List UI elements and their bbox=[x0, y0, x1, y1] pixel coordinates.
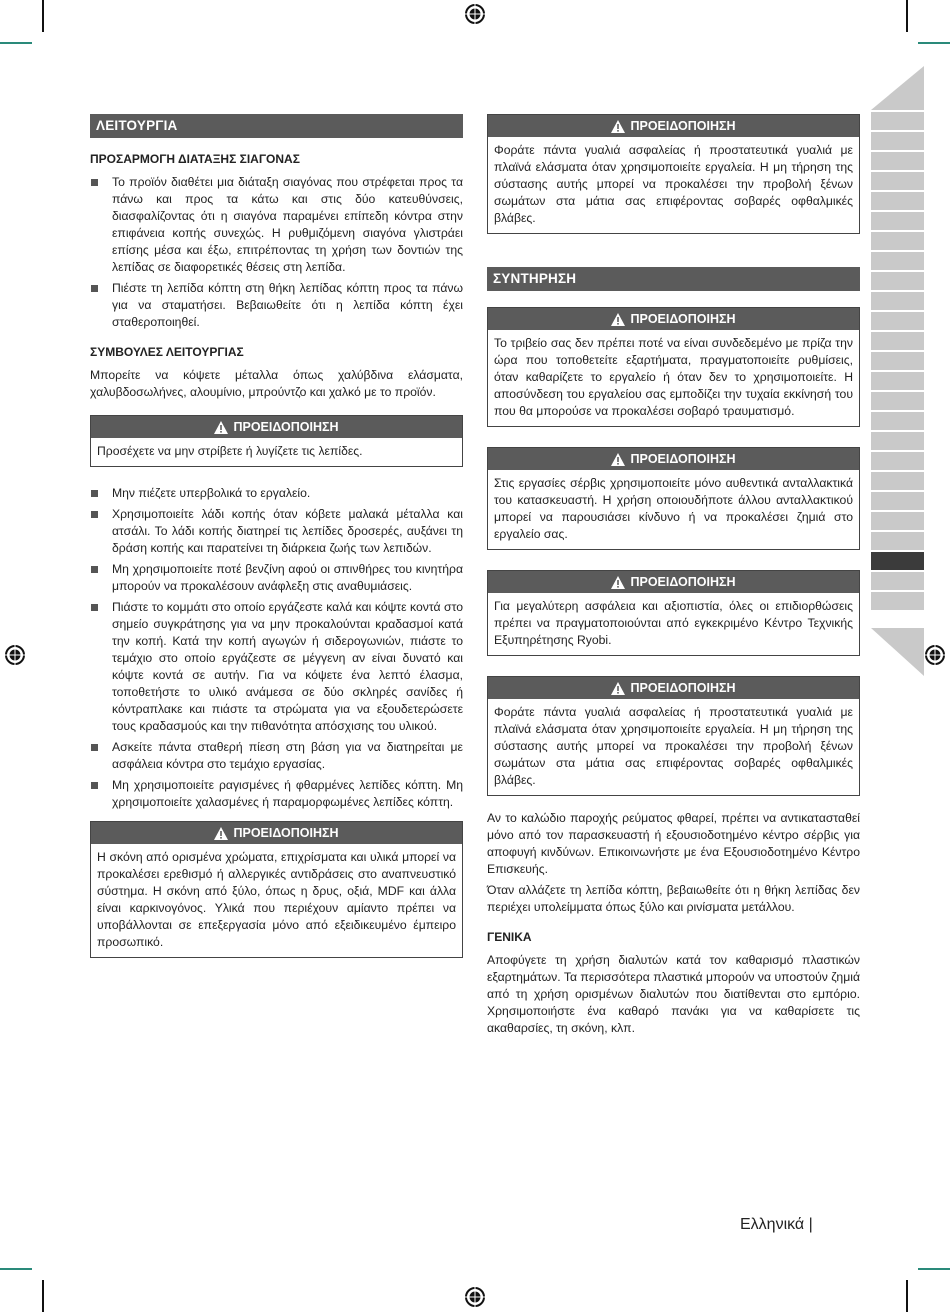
crop-mark bbox=[0, 1268, 32, 1270]
list-item bbox=[90, 561, 463, 595]
list-item bbox=[90, 777, 463, 811]
warning-label: ΠΡΟΕΙΔΟΠΟΙΗΣΗ bbox=[630, 119, 736, 133]
language-tab-strip bbox=[871, 0, 950, 1312]
warning-header bbox=[488, 677, 859, 699]
language-tab bbox=[871, 572, 924, 590]
square-bullet-icon bbox=[91, 744, 98, 751]
section-title-maintenance: ΣΥΝΤΗΡΗΣΗ bbox=[487, 267, 860, 291]
list-item-text: Ασκείτε πάντα σταθερή πίεση στη βάση για να διατηρείται με ασφάλεια κόντρα στο τεμάχιο εργασίας. bbox=[112, 740, 463, 771]
warning-header bbox=[488, 571, 859, 593]
warning-text: Η σκόνη από ορισμένα χρώματα, επιχρίσματα και υλικά μπορεί να προκαλέσει ερεθισμό ή αλλεργικές αντιδράσεις στο αναπνευστικό σύστημα. Η σκόνη από ξύλο, όπως η δρυς, οξιά, MDF και άλλα είναι καρκινογόνος. Υλικά που περιέχουν αμίαντο πρέπει να υποβάλλονται σε επεξεργασία μόνο από εξειδικευμένο έμπειρο προσωπικό. bbox=[97, 850, 456, 949]
square-bullet-icon bbox=[91, 566, 98, 573]
language-tab bbox=[871, 592, 924, 610]
warning-box bbox=[487, 447, 860, 550]
language-tab bbox=[871, 432, 924, 450]
tab-strip-bottom-triangle bbox=[871, 628, 924, 676]
warning-triangle-icon bbox=[611, 313, 625, 326]
warning-text: Το τριβείο σας δεν πρέπει ποτέ να είναι συνδεδεμένο με πρίζα την ώρα που τοποθετείτε εξαρτήματα, πραγματοποιείτε ρυθμίσεις, όταν καθαρίζετε το εργαλείο ή όταν δεν το χρησιμοποιείτε. Η αποσύνδεση του εργαλείου σας εμποδίζει την τυχαία εκκίνησή του που θα μπορούσε να προκαλέσει σοβαρό τραυματισμό. bbox=[494, 336, 853, 418]
list-item bbox=[90, 280, 463, 331]
registration-mark-icon bbox=[4, 644, 26, 666]
warning-box bbox=[487, 676, 860, 796]
warning-box bbox=[90, 821, 463, 958]
list-item-text: Μη χρησιμοποιείτε ραγισμένες ή φθαρμένες λεπίδες κόπτη. Μη χρησιμοποιείτε χαλασμένες ή παραμορφωμένες λεπίδες κόπτη. bbox=[112, 778, 463, 809]
warning-header bbox=[91, 416, 462, 438]
footer-language-label: Ελληνικά | bbox=[740, 1216, 813, 1233]
power-cord-paragraph: Αν το καλώδιο παροχής ρεύματος φθαρεί, πρέπει να αντικατασταθεί μόνο από τον παρασκευαστή ή εξουσιοδοτημένο κέντρο σέρβις για αποφυγή κινδύνων. Επικοινωνήστε με ένα Εξουσιοδοτημένο Κέντρο Επισκευής. bbox=[487, 811, 860, 876]
warning-triangle-icon bbox=[611, 453, 625, 466]
language-tab bbox=[871, 412, 924, 430]
registration-mark-icon bbox=[464, 3, 486, 25]
language-tab bbox=[871, 512, 924, 530]
language-tab bbox=[871, 192, 924, 210]
crop-mark bbox=[42, 1280, 44, 1312]
language-tab bbox=[871, 472, 924, 490]
general-cleaning-paragraph: Αποφύγετε τη χρήση διαλυτών κατά τον καθαρισμό πλαστικών εξαρτημάτων. Τα περισσότερα πλαστικά μπορούν να υποστούν ζημιά από τη χρήση ορισμένων διαλυτών που διατίθενται στο εμπόριο. Χρησιμοποιήστε ένα καθαρό πανάκι για να καθαρίσετε τις ακαθαρσίες, τη σκόνη, κλπ. bbox=[487, 953, 860, 1035]
blade-change-paragraph: Όταν αλλάζετε τη λεπίδα κόπτη, βεβαιωθείτε ότι η θήκη λεπίδας δεν περιέχει υπολείμματα όπως ξύλο και ρινίσματα μετάλλου. bbox=[487, 883, 860, 914]
warning-text: Για μεγαλύτερη ασφάλεια και αξιοπιστία, όλες οι επιδιορθώσεις πρέπει να πραγματοποιούνται από εγκεκριμένο Κέντρο Τεχνικής Εξυπηρέτησης Ryobi. bbox=[494, 599, 853, 647]
list-item bbox=[90, 506, 463, 557]
language-tab bbox=[871, 252, 924, 270]
language-tab bbox=[871, 332, 924, 350]
language-tab bbox=[871, 312, 924, 330]
warning-label: ΠΡΟΕΙΔΟΠΟΙΗΣΗ bbox=[233, 826, 339, 840]
subheading-operating-tips: ΣΥΜΒΟΥΛΕΣ ΛΕΙΤΟΥΡΓΙΑΣ bbox=[90, 345, 244, 359]
warning-text: Προσέχετε να μην στρίβετε ή λυγίζετε τις λεπίδες. bbox=[97, 444, 363, 458]
warning-header bbox=[488, 115, 859, 137]
operating-tips-list bbox=[90, 485, 463, 811]
list-item-text: Μην πιέζετε υπερβολικά το εργαλείο. bbox=[112, 486, 311, 500]
language-tab-active bbox=[871, 552, 924, 570]
warning-text: Φοράτε πάντα γυαλιά ασφαλείας ή προστατευτικά γυαλιά με πλαϊνά ελάσματα όταν χρησιμοποιείτε εργαλεία. Η μη τήρηση της σύστασης αυτής μπορεί να προκαλέσει την προβολή ξένων σωμάτων στα μάτια σας επιφέροντας σοβαρές οφθαλμικές βλάβες. bbox=[494, 705, 853, 787]
list-item-text: Πιέστε τη λεπίδα κόπτη στη θήκη λεπίδας κόπτη προς τα πάνω για να σταματήσει. Βεβαιωθείτε ότι η λεπίδα κόπτη έχει σταθεροποιηθεί. bbox=[112, 281, 463, 329]
warning-label: ΠΡΟΕΙΔΟΠΟΙΗΣΗ bbox=[630, 452, 736, 466]
list-item bbox=[90, 739, 463, 773]
square-bullet-icon bbox=[91, 179, 98, 186]
language-tab bbox=[871, 272, 924, 290]
warning-label: ΠΡΟΕΙΔΟΠΟΙΗΣΗ bbox=[630, 575, 736, 589]
language-tab bbox=[871, 232, 924, 250]
list-item-text: Το προϊόν διαθέτει μια διάταξη σιαγόνας που στρέφεται προς τα πάνω και προς τα κάτω και στις δύο κατευθύνσεις, διασφαλίζοντας ότι η σιαγόνα παραμένει επίπεδη κόντρα στην επιφάνεια κοπής συνεχώς. Η ρυθμιζόμενη σιαγόνα γλιστράει επίσης μέσα και έξω, επιτρέποντας τη χρήση των δοντιών της λεπίδας σε διαφορετικές θέσεις στη λεπίδα. bbox=[112, 175, 463, 274]
language-tab bbox=[871, 132, 924, 150]
language-tab bbox=[871, 392, 924, 410]
warning-box bbox=[487, 570, 860, 656]
section-title-operation: ΛΕΙΤΟΥΡΓΙΑ bbox=[90, 114, 463, 138]
subheading-general: ΓΕΝΙΚΑ bbox=[487, 930, 532, 944]
square-bullet-icon bbox=[91, 782, 98, 789]
square-bullet-icon bbox=[91, 604, 98, 611]
warning-triangle-icon bbox=[611, 576, 625, 589]
warning-text: Στις εργασίες σέρβις χρησιμοποιείτε μόνο αυθεντικά ανταλλακτικά του κατασκευαστή. Η χρήση οποιουδήποτε άλλου ανταλλακτικού μπορεί να παρουσιάσει κίνδυνο ή να προκαλέσει ζημιά στο εργαλείο σας. bbox=[494, 476, 853, 541]
list-item bbox=[90, 599, 463, 735]
warning-triangle-icon bbox=[214, 421, 228, 434]
operating-tips-paragraph: Μπορείτε να κόψετε μέταλλα όπως χαλύβδινα ελάσματα, χαλυβδοσωλήνες, αλουμίνιο, μπρούντζο και χαλκό με το προϊόν. bbox=[90, 368, 463, 399]
list-item bbox=[90, 485, 463, 502]
language-tab bbox=[871, 352, 924, 370]
square-bullet-icon bbox=[91, 285, 98, 292]
language-tab bbox=[871, 492, 924, 510]
right-column bbox=[487, 114, 860, 1041]
subheading-jaw-adjustment: ΠΡΟΣΑΡΜΟΓΗ ΔΙΑΤΑΞΗΣ ΣΙΑΓΟΝΑΣ bbox=[90, 152, 300, 166]
warning-label: ΠΡΟΕΙΔΟΠΟΙΗΣΗ bbox=[630, 312, 736, 326]
warning-label: ΠΡΟΕΙΔΟΠΟΙΗΣΗ bbox=[233, 420, 339, 434]
language-tab bbox=[871, 152, 924, 170]
warning-triangle-icon bbox=[214, 827, 228, 840]
jaw-adjustment-list bbox=[90, 174, 463, 331]
language-tab bbox=[871, 172, 924, 190]
language-tab bbox=[871, 532, 924, 550]
warning-header bbox=[91, 822, 462, 844]
crop-mark bbox=[42, 0, 44, 32]
warning-triangle-icon bbox=[611, 120, 625, 133]
list-item-text: Μη χρησιμοποιείτε ποτέ βενζίνη αφού οι σπινθήρες του κινητήρα μπορούν να προκαλέσουν ανάφλεξη στις αναθυμιάσεις. bbox=[112, 562, 463, 593]
tab-strip-top-triangle bbox=[871, 66, 924, 110]
warning-text: Φοράτε πάντα γυαλιά ασφαλείας ή προστατευτικά γυαλιά με πλαϊνά ελάσματα όταν χρησιμοποιείτε εργαλεία. Η μη τήρηση της σύστασης αυτής μπορεί να προκαλέσει την προβολή ξένων σωμάτων στα μάτια σας επιφέροντας σοβαρές οφθαλμικές βλάβες. bbox=[494, 143, 853, 225]
list-item-text: Χρησιμοποιείτε λάδι κοπής όταν κόβετε μαλακά μέταλλα και ατσάλι. Το λάδι κοπής διατηρεί τις λεπίδες δροσερές, αυξάνει τη δράση κοπής και παρατείνει τη διάρκεια ζωής των λεπιδών. bbox=[112, 507, 463, 555]
language-tab bbox=[871, 112, 924, 130]
square-bullet-icon bbox=[91, 490, 98, 497]
crop-mark bbox=[0, 42, 32, 44]
list-item-text: Πιάστε το κομμάτι στο οποίο εργάζεστε καλά και κόψτε κοντά στο σημείο συγκράτησης για να μην προκαλούνται κραδασμοί κατά την κοπή. Κατά την κοπή αγωγών ή σιδερογωνιών, πιάστε το τεμάχιο στο οποίο εργάζεστε σε μέγγενη αν είναι δυνατό και κόψτε κοντά σε αυτήν. Για να κόψετε ένα λεπτό έλασμα, τοποθετήστε το υλικό ανάμεσα σε δύο σκληρές σανίδες ή κόντραπλακε και πιάστε τα στρώματα για να εξουδετερώσετε τους κραδασμούς και την πιθανότητα απόσχισης του υλικού. bbox=[112, 600, 463, 733]
warning-box bbox=[487, 114, 860, 234]
registration-mark-icon bbox=[464, 1286, 486, 1308]
list-item bbox=[90, 174, 463, 276]
language-tab bbox=[871, 452, 924, 470]
left-column bbox=[90, 114, 463, 958]
language-tab bbox=[871, 212, 924, 230]
warning-box bbox=[90, 415, 463, 467]
warning-header bbox=[488, 448, 859, 470]
warning-label: ΠΡΟΕΙΔΟΠΟΙΗΣΗ bbox=[630, 681, 736, 695]
language-tab bbox=[871, 292, 924, 310]
square-bullet-icon bbox=[91, 511, 98, 518]
language-tab bbox=[871, 372, 924, 390]
warning-header bbox=[488, 308, 859, 330]
warning-triangle-icon bbox=[611, 682, 625, 695]
warning-box bbox=[487, 307, 860, 427]
